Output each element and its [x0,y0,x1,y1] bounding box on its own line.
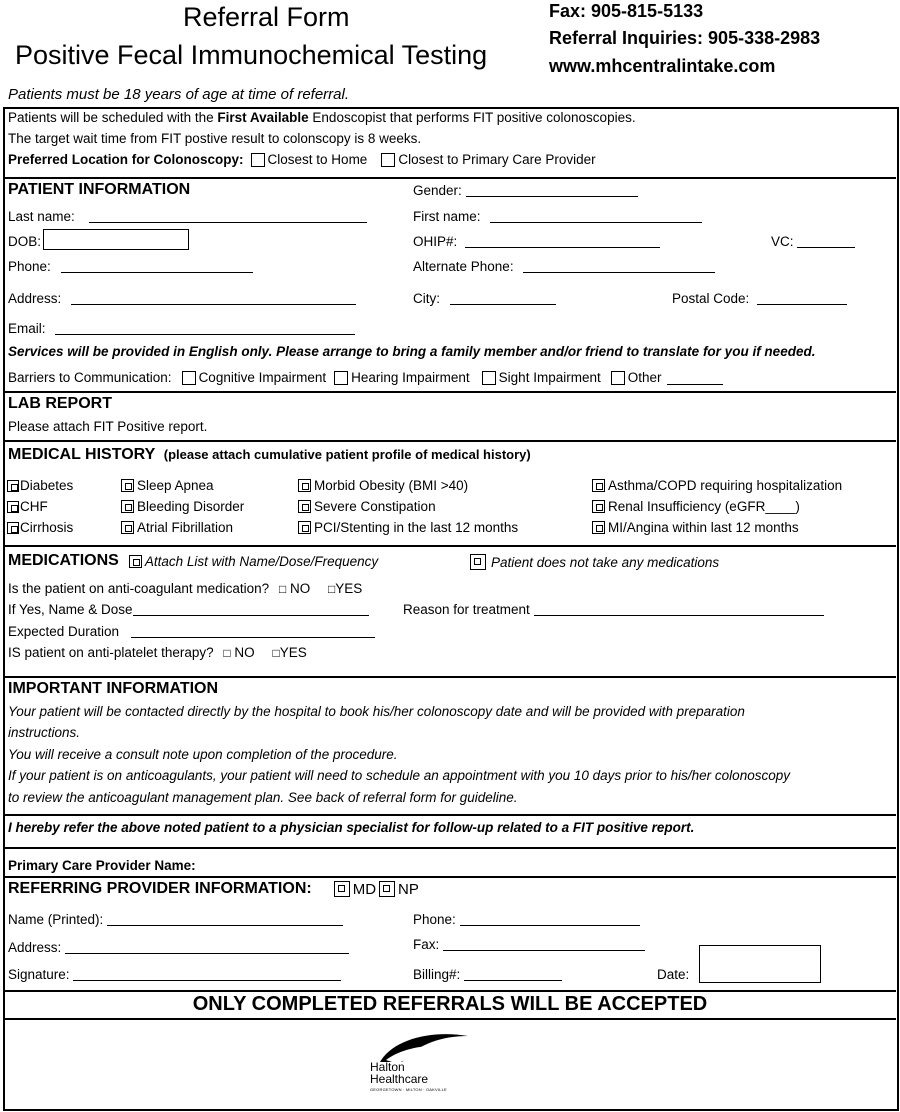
divider [4,814,896,816]
duration-label: Expected Duration [8,624,120,639]
address-field[interactable] [8,291,356,306]
vc-field[interactable] [771,234,855,249]
closest-home-label: Closest to Home [267,152,368,167]
antiplatelet-yes-checkbox[interactable]: □ [272,646,280,660]
dob-input[interactable] [43,229,189,250]
history-item[interactable] [121,517,244,538]
barrier-cognitive-checkbox[interactable] [182,371,196,385]
anticoag-no-label: NO [289,581,311,596]
barrier-hearing-label: Hearing Impairment [351,370,470,385]
history-heading [8,446,531,464]
history-item[interactable] [592,517,842,538]
alt-phone-label: Alternate Phone: [413,259,514,274]
important-heading: IMPORTANT INFORMATION [8,680,219,697]
lab-heading: LAB REPORT [8,395,112,412]
postal-field[interactable] [672,291,847,306]
phone-label: Phone: [8,259,51,274]
ohip-label: OHIP#: [413,234,458,249]
antiplatelet-yes-label: YES [279,645,307,660]
preferred-location [8,152,596,167]
divider [4,990,896,992]
barriers-row [8,370,723,385]
referring-heading-row [8,880,419,898]
services-note: Services will be provided in English only. Please arrange to bring a family member and/or friend to translate for you if needed. [8,344,816,359]
history-item-label: Diabetes [20,478,74,493]
barrier-other-checkbox[interactable] [611,371,625,385]
intro-line1-bold: First Available [217,110,309,125]
provider-address-label: Address: [8,940,62,955]
md-label: MD [352,880,377,898]
history-col2 [121,475,244,538]
anticoag-yes-label: YES [335,581,363,596]
history-item-label: Cirrhosis [20,520,74,535]
history-item-label: MI/Angina within last 12 months [608,520,799,535]
barrier-sight-label: Sight Impairment [498,370,601,385]
intro-line1-pre: Patients will be scheduled with the [8,110,218,125]
history-item-label: Asthma/COPD requiring hospitalization [608,478,843,493]
divider [4,545,896,547]
form-title: Referral Form [183,2,350,32]
history-item[interactable] [121,496,244,517]
alt-phone-field[interactable] [413,259,715,274]
website[interactable]: www.mhcentralintake.com [549,56,776,76]
history-item-label: Severe Constipation [314,499,436,514]
history-heading-title: MEDICAL HISTORY [8,446,156,463]
history-item-label: Atrial Fibrillation [137,520,234,535]
billing-label: Billing#: [413,967,461,982]
divider [4,847,896,849]
history-item[interactable] [298,475,518,496]
lab-text: Please attach FIT Positive report. [8,419,208,434]
reason-field[interactable] [403,602,824,617]
reason-label: Reason for treatment [403,602,530,617]
history-item-label: Morbid Obesity (BMI >40) [314,478,469,493]
history-item[interactable] [592,475,842,496]
important-line: instructions. [8,725,81,740]
no-medications-label: Patient does not take any medications [491,554,720,570]
history-item[interactable] [298,517,518,538]
history-item[interactable] [592,496,842,517]
preferred-location-label: Preferred Location for Colonoscopy: [8,152,244,167]
ohip-field[interactable] [413,234,660,249]
closest-primary-label: Closest to Primary Care Provider [398,152,596,167]
signature-field[interactable] [8,967,341,982]
halton-logo [360,1032,500,1096]
gender-field[interactable] [413,183,638,198]
city-label: City: [413,291,440,306]
completed-notice: ONLY COMPLETED REFERRALS WILL BE ACCEPTED [192,993,708,1015]
provider-name-field[interactable] [8,912,343,927]
medications-heading-row [8,552,378,570]
history-col3 [298,475,518,538]
history-item-label: Sleep Apnea [137,478,214,493]
barriers-label: Barriers to Communication: [8,370,172,385]
history-item[interactable] [121,475,244,496]
age-note: Patients must be 18 years of age at time of referral. [8,86,350,103]
attach-list-label: Attach List with Name/Dose/Frequency [144,553,379,569]
md-checkbox[interactable] [334,881,350,897]
name-dose-label: If Yes, Name & Dose [8,602,133,617]
name-dose-field[interactable] [8,602,369,617]
divider [4,876,896,878]
history-item[interactable] [7,475,73,496]
barrier-hearing-checkbox[interactable] [334,371,348,385]
divider [4,440,896,442]
inquiries-number: Referral Inquiries: 905-338-2983 [549,28,821,48]
important-line: You will receive a consult note upon completion of the procedure. [8,747,398,762]
divider [4,177,896,179]
np-checkbox[interactable] [379,881,395,897]
last-name-label: Last name: [8,209,75,224]
history-item[interactable] [7,517,73,538]
history-item-label: PCI/Stenting in the last 12 months [314,520,519,535]
dob-label: DOB: [8,234,42,249]
divider [4,391,896,393]
history-item-label: CHF [20,499,48,514]
antiplatelet-no-checkbox[interactable]: □ [223,646,231,660]
history-item-label: Bleeding Disorder [137,499,245,514]
medications-heading: MEDICATIONS [8,552,119,569]
important-line: Your patient will be contacted directly by the hospital to book his/her colonoscopy date and will be provided with preparation [8,704,745,719]
history-col1 [7,475,73,538]
np-label: NP [398,880,419,898]
gender-label: Gender: [413,183,462,198]
duration-field[interactable] [8,624,375,639]
first-name-label: First name: [413,209,481,224]
email-field[interactable] [8,321,355,336]
provider-address-field[interactable] [8,940,349,955]
antiplatelet-no-label: NO [234,645,255,660]
closest-home-checkbox[interactable] [251,153,265,167]
vc-label: VC: [771,234,794,249]
provider-phone-label: Phone: [413,912,456,927]
primary-care-label: Primary Care Provider Name: [8,858,196,873]
intro-line2: The target wait time from FIT postive result to colonscopy is 8 weeks. [8,131,422,146]
phone-field[interactable] [8,259,253,274]
first-name-field[interactable] [413,209,702,224]
postal-label: Postal Code: [672,291,750,306]
history-item[interactable] [298,496,518,517]
barrier-other-label: Other [627,370,662,385]
intro-line1 [8,110,636,125]
barrier-cognitive-label: Cognitive Impairment [198,370,327,385]
fax-number: Fax: 905-815-5133 [549,1,704,21]
barrier-other-input[interactable] [667,371,723,385]
important-line: If your patient is on anticoagulants, your patient will need to schedule an appointment with you 10 days prior to his/her colonoscopy [8,768,790,783]
date-input[interactable] [699,945,821,983]
email-label: Email: [8,321,46,336]
provider-fax-field[interactable] [413,937,645,952]
history-item[interactable] [7,496,73,517]
logo-text-healthcare: Healthcare [370,1072,429,1086]
billing-field[interactable] [413,967,562,982]
address-label: Address: [8,291,62,306]
anticoag-row [8,581,362,596]
closest-primary-checkbox[interactable] [381,153,395,167]
divider [4,676,896,678]
intro-line1-post: Endoscopist that performs FIT positive colonoscopies. [308,110,636,125]
logo-text-locations: GEORGETOWN · MILTON · OAKVILLE [370,1087,447,1092]
antiplatelet-row [8,645,307,660]
date-label: Date: [657,967,690,982]
barrier-sight-checkbox[interactable] [482,371,496,385]
anticoag-question: Is the patient on anti-coagulant medication? [8,581,270,596]
referring-heading: REFERRING PROVIDER INFORMATION: [8,880,312,897]
form-subtitle: Positive Fecal Immunochemical Testing [15,40,488,70]
last-name-field[interactable] [8,209,367,224]
antiplatelet-question: IS patient on anti-platelet therapy? [8,645,214,660]
patient-heading: PATIENT INFORMATION [8,181,191,198]
attach-list-checkbox[interactable] [129,555,142,568]
history-item-label: Renal Insufficiency (eGFR____) [608,499,800,514]
no-medications-checkbox[interactable] [470,554,486,570]
provider-phone-field[interactable] [413,912,640,927]
logo-text-halton: Halton [370,1060,405,1074]
provider-fax-label: Fax: [413,937,440,952]
important-line: to review the anticoagulant management plan. See back of referral form for guideline. [8,790,518,805]
anticoag-no-checkbox[interactable]: □ [278,582,287,596]
no-medications-row [470,554,719,570]
divider [4,1018,896,1020]
anticoag-yes-checkbox[interactable]: □ [327,582,336,596]
history-heading-note: (please attach cumulative patient profile of medical history) [163,447,531,462]
refer-statement: I hereby refer the above noted patient to a physician specialist for follow-up related to a FIT positive report. [8,820,695,835]
provider-name-label: Name (Printed): [8,912,104,927]
signature-label: Signature: [8,967,70,982]
history-col4 [592,475,842,538]
city-field[interactable] [413,291,556,306]
